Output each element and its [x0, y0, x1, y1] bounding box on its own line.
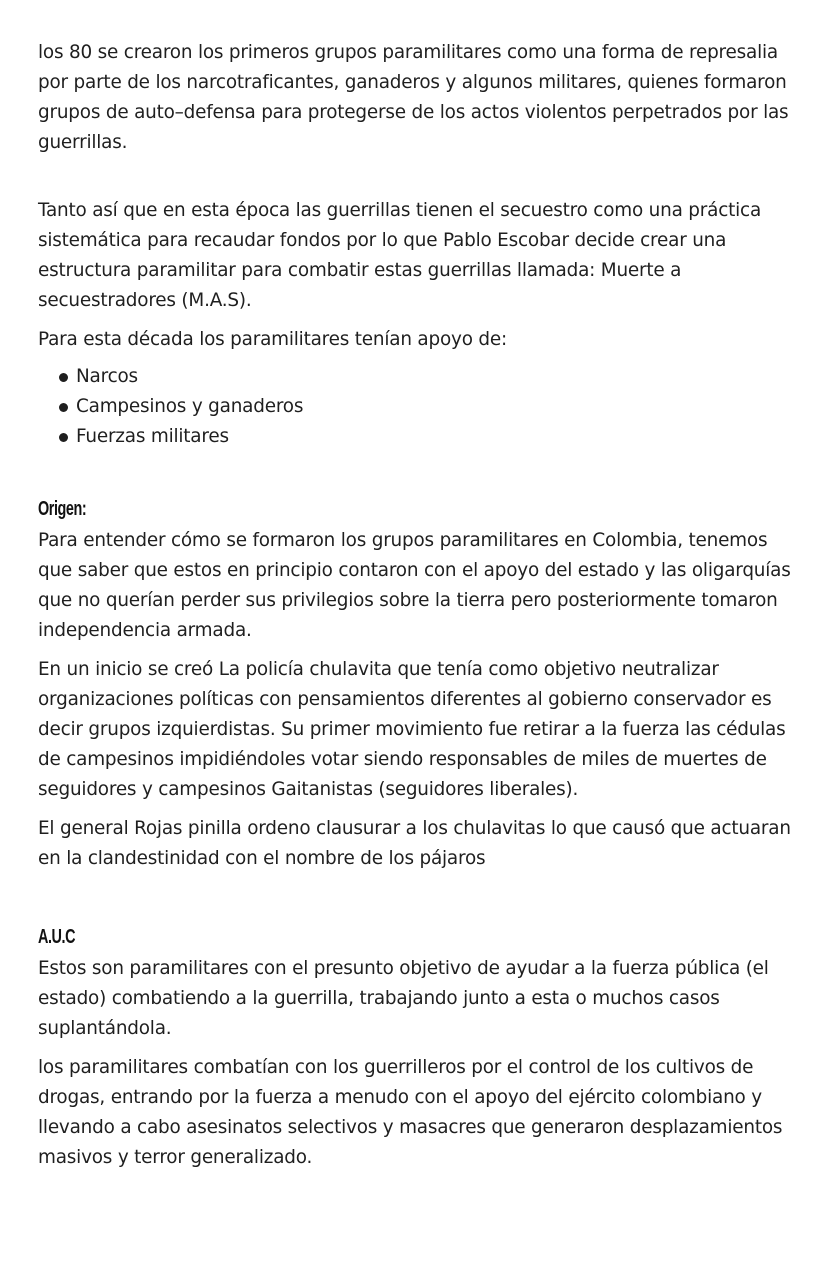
list-item: Narcos — [58, 362, 798, 392]
origen-heading: Origen: — [38, 498, 87, 520]
intro-paragraph-1: los 80 se crearon los primeros grupos paramilitares como una forma de represalia por parte de los narcotraficantes, ganaderos y algunos militares, quienes formaron grupos de auto–defensa para protegerse de los actos violentos perpetrados por las guerrillas. — [38, 42, 789, 153]
list-item: Campesinos y ganaderos — [58, 392, 798, 422]
origen-paragraph-3: El general Rojas pinilla ordeno clausurar a los chulavitas lo que causó que actuaran en la clandestinidad con el nombre de los pájaros — [38, 818, 791, 869]
intro-paragraph-2: Tanto así que en esta época las guerrillas tienen el secuestro como una práctica sistemática para recaudar fondos por lo que Pablo Escobar decide crear una estructura paramilitar para combatir estas guerrillas llamada: Muerte a secuestradores (M.A.S). — [38, 200, 762, 311]
auc-heading: A.U.C — [38, 926, 76, 948]
intro-paragraph-3: Para esta década los paramilitares tenían apoyo de: — [38, 329, 507, 350]
list-item: Fuerzas militares — [58, 422, 798, 452]
support-list — [38, 362, 798, 452]
origen-paragraph-2: En un inicio se creó La policía chulavita que tenía como objetivo neutralizar organizaciones políticas con pensamientos diferentes al gobierno conservador es decir grupos izquierdistas. Su primer movimiento fue retirar a la fuerza las cédulas de campesinos impidiéndoles votar siendo responsables de miles de muertes de seguidores y campesinos Gaitanistas (seguidores liberales). — [38, 659, 786, 800]
auc-paragraph-1: Estos son paramilitares con el presunto objetivo de ayudar a la fuerza pública (el estado) combatiendo a la guerrilla, trabajando junto a esta o muchos casos suplantándola. — [38, 958, 769, 1039]
auc-paragraph-2: los paramilitares combatían con los guerrilleros por el control de los cultivos de drogas, entrando por la fuerza a menudo con el apoyo del ejército colombiano y llevando a cabo asesinatos selectivos y masacres que generaron desplazamientos masivos y terror generalizado. — [38, 1057, 783, 1168]
document-page — [38, 38, 798, 1173]
origen-paragraph-1: Para entender cómo se formaron los grupos paramilitares en Colombia, tenemos que saber que estos en principio contaron con el apoyo del estado y las oligarquías que no querían perder sus privilegios sobre la tierra pero posteriormente tomaron independencia armada. — [38, 530, 791, 641]
